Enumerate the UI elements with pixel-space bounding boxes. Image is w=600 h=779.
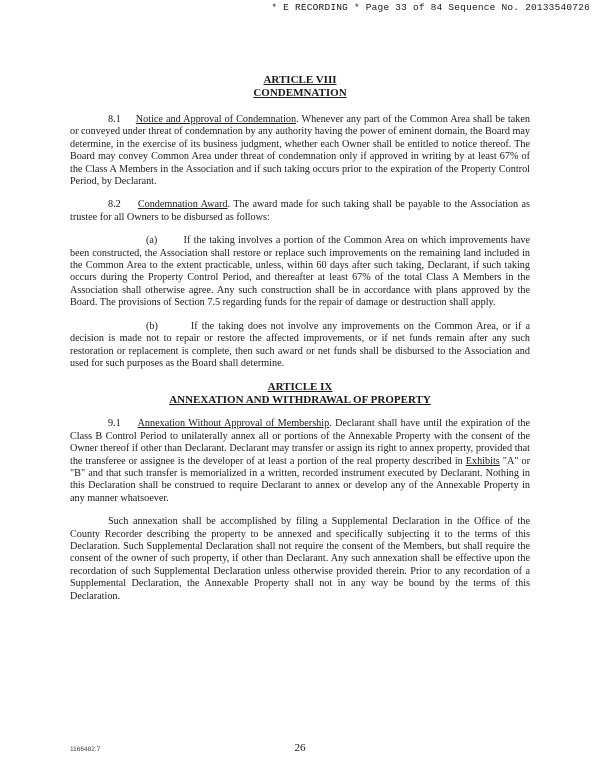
section-9-1-text-2: "A" or "B" and that such transfer is memorialized in a written, recorded instrument executed by Declarant. Nothing in this Declaration shall be construed to require Declarant to annex or develop any of the Annexable Property in any manner whatsoever. <box>70 455 530 504</box>
section-8-2-a <box>70 235 530 309</box>
recording-stamp: * E RECORDING * Page 33 of 84 Sequence No. 20133540726 <box>271 2 590 13</box>
article-9-title: ANNEXATION AND WITHDRAWAL OF PROPERTY <box>169 394 431 407</box>
section-8-2-a-label: (a) <box>146 235 158 247</box>
section-8-2 <box>70 199 530 224</box>
article-8-title: CONDEMNATION <box>253 87 347 99</box>
article-9-number: ARTICLE IX <box>267 381 333 394</box>
section-9-1-heading: Annexation Without Approval of Membership <box>137 418 330 430</box>
document-code: 1166482.7 <box>70 746 101 753</box>
section-8-2-number: 8.2 <box>108 199 121 211</box>
section-8-2-b-label: (b) <box>146 320 158 332</box>
section-9-1-number: 9.1 <box>108 418 121 430</box>
section-9-1-text-1: . Declarant shall have until the expiration of the Class B Control Period to unilaterally annex all or portions of the Annexable Property with the consent of the Owner thereof if other than Declarant. Declarant may transfer or assign its right to annex property, provided that the transferee or assignee is the developer of at least a portion of the real property described in <box>70 418 531 467</box>
section-8-2-b <box>70 321 530 371</box>
section-8-2-a-text: If the taking involves a portion of the Common Area on which improvements have been constructed, the Association shall restore or replace such improvements on the remaining land included in the Common Area to the extent practicable, unless, within 60 days after such taking, Declarant, if such taking occurs during the Property Control Period, and thereafter at least 67% of the total Class A Members in the Association shall otherwise agree. Any such construction shall be in accordance with plans approved by the Board. The provisions of Section 7.5 regarding funds for the repair of damage or destruction shall apply. <box>70 235 531 309</box>
article-8-number: ARTICLE VIII <box>263 74 337 86</box>
section-8-2-heading: Condemnation Award <box>137 199 228 211</box>
section-8-1-text: . Whenever any part of the Common Area shall be taken or conveyed under threat of condemnation by any authority having the power of eminent domain, the Board may determine, in the exercise of its business judgment, whether each Owner shall be entitled to notice thereof. The Board may convey Common Area under threat of condemnation only if approved in writing by at least 67% of the Class A Members in the Association and if such taking occurs prior to the expiration of the Property Control Period, by Declarant. <box>70 114 530 188</box>
section-8-2-text: . The award made for such taking shall be payable to the Association as trustee for all Owners to be disbursed as follows: <box>70 199 530 223</box>
page-number: 26 <box>294 742 306 754</box>
section-8-1-number: 8.1 <box>108 114 121 125</box>
section-8-2-b-text: If the taking does not involve any improvements on the Common Area, or if a decision is made not to repair or restore the affected improvements, or if net funds remain after any such restoration or replacement is complete, then such award or net funds shall be disbursed to the Association and used for such purposes as the Board shall determine. <box>70 320 530 369</box>
section-8-1 <box>70 114 530 188</box>
exhibits-reference: Exhibits <box>465 455 500 467</box>
document-body <box>70 74 530 603</box>
section-8-1-heading: Notice and Approval of Condemnation <box>135 114 297 125</box>
section-9-1-paragraph-2: Such annexation shall be accomplished by filing a Supplemental Declaration in the Office of the County Recorder describing the property to be annexed and specifically subjecting it to the terms of this Declaration. Such Supplemental Declaration shall not require the consent of the Members, but shall require the consent of the owner of such property, if other than Declarant. Any such annexation shall be effective upon the recordation of such Supplemental Declaration unless otherwise provided therein. Prior to any recordation of a Supplemental Declaration, the Annexable Property shall not in any way be bound by the terms of this Declaration. <box>70 516 530 602</box>
section-9-1 <box>70 418 530 505</box>
